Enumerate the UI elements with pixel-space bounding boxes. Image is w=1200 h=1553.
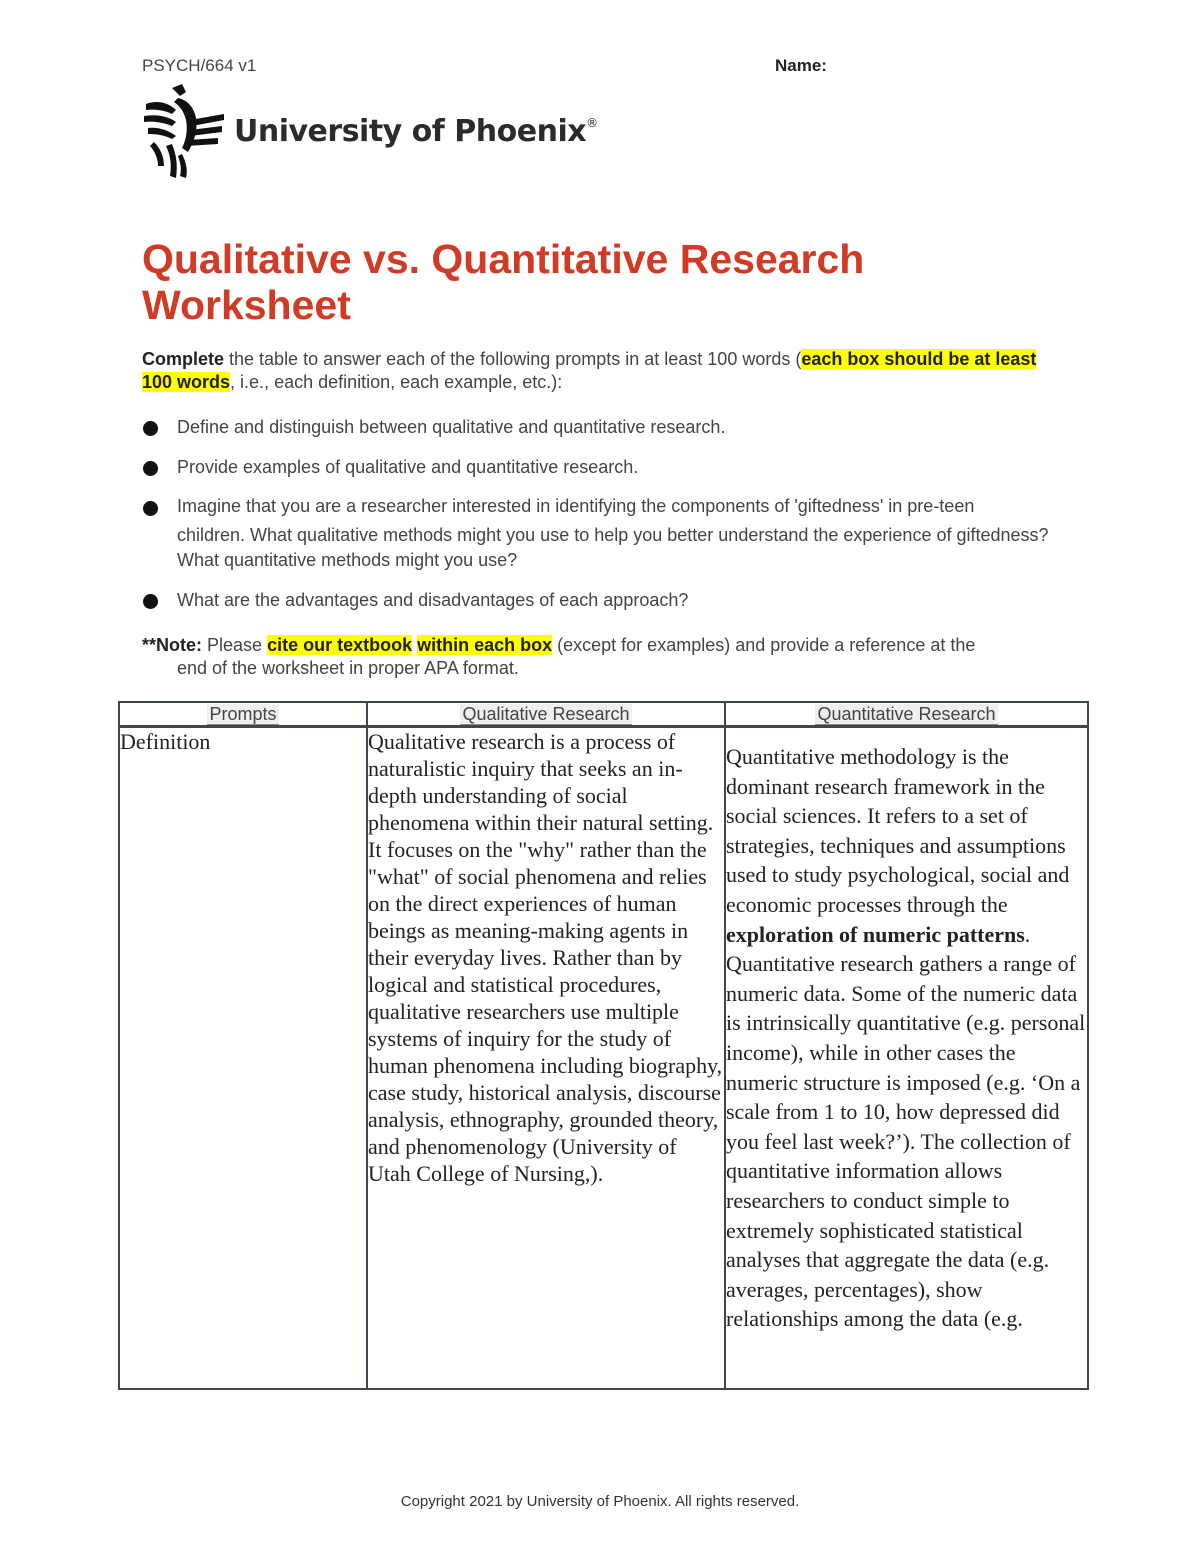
note: **Note: Please cite our textbook within each box (except for examples) and provide a reference at the end of the worksheet in proper APA format. bbox=[142, 635, 976, 678]
page-title: Qualitative vs. Quantitative Research Worksheet bbox=[142, 236, 865, 328]
highlight-word-count: each box should be at least 100 words bbox=[142, 349, 1037, 392]
quantitative-definition-cell[interactable]: Quantitative methodology is the dominant research framework in the social sciences. It refers to a set of strategies, techniques and assumptions used to study psychological, social and economic processes through the exploration of numeric patterns. Quantitative research gathers a range of numeric data. Some of the numeric data is intrinsically quantitative (e.g. personal income), while in other cases the numeric structure is imposed (e.g. ‘On a scale from 1 to 10, how depressed did you feel last week?’). The collection of quantitative information allows researchers to conduct simple to extremely sophisticated statistical analyses that aggregate the data (e.g. averages, percentages), show relationships among the data (e.g. bbox=[725, 727, 1088, 1390]
course-code: PSYCH/664 v1 bbox=[142, 56, 257, 75]
bullet-icon bbox=[143, 594, 158, 609]
bullet-icon bbox=[143, 421, 158, 436]
worksheet-table bbox=[118, 701, 1089, 1390]
instructions: Complete the table to answer each of the following prompts in at least 100 words (each box should be at least 100 words, i.e., each definition, each example, etc.): bbox=[142, 349, 1037, 392]
list-item: Provide examples of qualitative and quantitative research. bbox=[142, 454, 1062, 480]
header-quantitative: Quantitative Research bbox=[725, 702, 1088, 727]
phoenix-icon bbox=[142, 84, 226, 180]
bullet-icon bbox=[143, 461, 158, 476]
university-logo bbox=[142, 84, 598, 180]
header-qualitative: Qualitative Research bbox=[367, 702, 725, 727]
list-item: What are the advantages and disadvantages of each approach? bbox=[142, 587, 1062, 613]
list-item: Imagine that you are a researcher interested in identifying the components of 'giftedness' in pre-teen children. What qualitative methods might you use to help you better understand the experience of giftedness? What quantitative methods might you use? bbox=[142, 494, 1062, 573]
copyright-footer: Copyright 2021 by University of Phoenix. All rights reserved. bbox=[400, 1493, 800, 1510]
bullet-icon bbox=[143, 501, 158, 516]
prompt-list bbox=[142, 414, 1062, 627]
table-row bbox=[119, 727, 1088, 1390]
header-prompts: Prompts bbox=[119, 702, 367, 727]
name-label: Name: bbox=[775, 56, 827, 75]
qualitative-definition-cell[interactable]: Qualitative research is a process of naturalistic inquiry that seeks an in-depth understanding of social phenomena within their natural setting. It focuses on the "why" rather than the "what" of social phenomena and relies on the direct experiences of human beings as meaning-making agents in their everyday lives. Rather than by logical and statistical procedures, qualitative researchers use multiple systems of inquiry for the study of human phenomena including biography, case study, historical analysis, discourse analysis, ethnography, grounded theory, and phenomenology (University of Utah College of Nursing,). bbox=[367, 727, 725, 1390]
logo-wordmark: University of Phoenix® bbox=[234, 114, 598, 149]
prompt-cell: Definition bbox=[119, 727, 367, 1390]
list-item: Define and distinguish between qualitative and quantitative research. bbox=[142, 414, 1062, 440]
